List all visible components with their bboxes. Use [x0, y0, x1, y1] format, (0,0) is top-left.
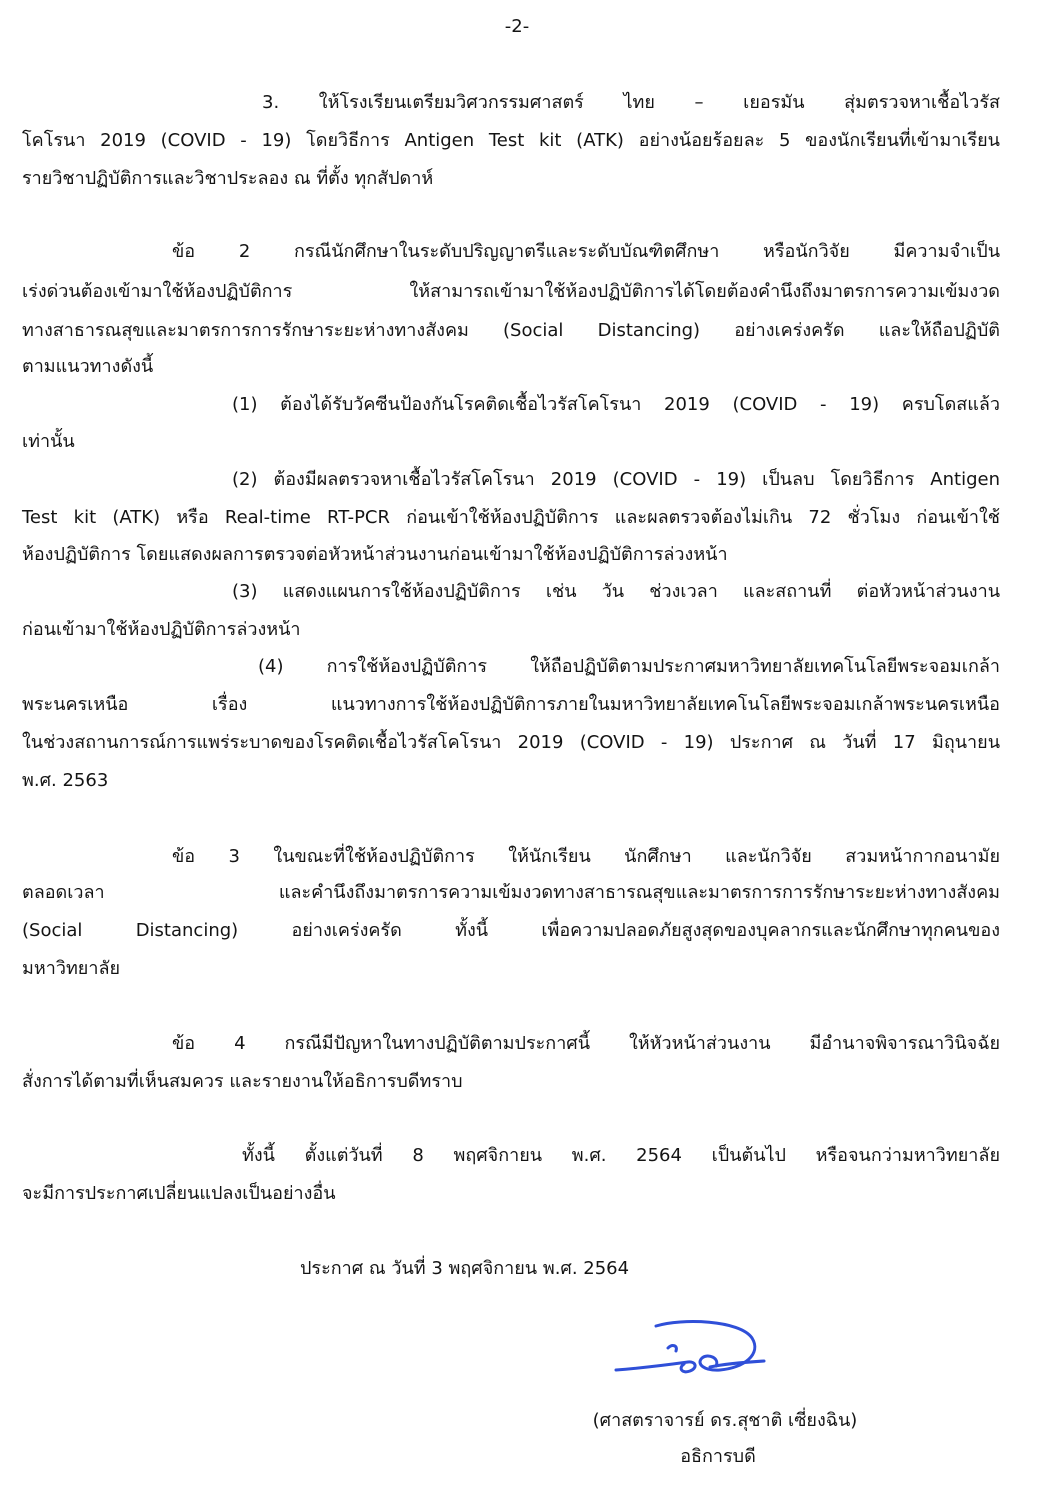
- text-line: Test kit (ATK) หรือ Real-time RT-PCR ก่อนเข้าใช้ห้องปฏิบัติการ และผลตรวจต้องไม่เกิน 72 ชั่วโมง ก่อนเข้าใช้: [22, 507, 1000, 528]
- signatory-position: อธิการบดี: [680, 1446, 756, 1467]
- text-line: (2) ต้องมีผลตรวจหาเชื้อไวรัสโคโรนา 2019 (COVID - 19) เป็นลบ โดยวิธีการ Antigen: [232, 469, 1000, 490]
- text-line: สั่งการได้ตามที่เห็นสมควร และรายงานให้อธิการบดีทราบ: [22, 1071, 463, 1092]
- text-line: (1) ต้องได้รับวัคซีนป้องกันโรคติดเชื้อไวรัสโคโรนา 2019 (COVID - 19) ครบโดสแล้ว: [232, 394, 1000, 415]
- text-line: ข้อ 3 ในขณะที่ใช้ห้องปฏิบัติการ ให้นักเรียน นักศึกษา และนักวิจัย สวมหน้ากากอนามัย: [172, 846, 1000, 867]
- text-line: ในช่วงสถานการณ์การแพร่ระบาดของโรคติดเชื้อไวรัสโคโรนา 2019 (COVID - 19) ประกาศ ณ วันที่ 17 มิถุนายน: [22, 732, 1000, 753]
- text-line: โคโรนา 2019 (COVID - 19) โดยวิธีการ Antigen Test kit (ATK) อย่างน้อยร้อยละ 5 ของนักเรียนที่เข้ามาเรียน: [22, 130, 1000, 151]
- text-line: มหาวิทยาลัย: [22, 958, 121, 979]
- text-line: (4) การใช้ห้องปฏิบัติการ ให้ถือปฏิบัติตามประกาศมหาวิทยาลัยเทคโนโลยีพระจอมเกล้า: [258, 656, 1000, 677]
- text-line: พระนครเหนือ เรื่อง แนวทางการใช้ห้องปฏิบัติการภายในมหาวิทยาลัยเทคโนโลยีพระจอมเกล้าพระนครเหนือ: [22, 694, 1000, 715]
- text-line: (3) แสดงแผนการใช้ห้องปฏิบัติการ เช่น วัน ช่วงเวลา และสถานที่ ต่อหัวหน้าส่วนงาน: [232, 581, 1000, 602]
- announcement-date: ประกาศ ณ วันที่ 3 พฤศจิกายน พ.ศ. 2564: [300, 1258, 630, 1279]
- signatory-name: (ศาสตราจารย์ ดร.สุชาติ เซี่ยงฉิน): [592, 1410, 858, 1431]
- text-line: (Social Distancing) อย่างเคร่งครัด ทั้งนี้ เพื่อความปลอดภัยสูงสุดของบุคลากรและนักศึกษาทุกคนของ: [22, 920, 1000, 941]
- text-line: ก่อนเข้ามาใช้ห้องปฏิบัติการล่วงหน้า: [22, 619, 301, 640]
- text-line: พ.ศ. 2563: [22, 770, 109, 791]
- text-line: ตลอดเวลา และคำนึงถึงมาตรการความเข้มงวดทางสาธารณสุขและมาตรการการรักษาระยะห่างทางสังคม: [22, 882, 1000, 903]
- text-line: เท่านั้น: [22, 431, 75, 452]
- text-line: เร่งด่วนต้องเข้ามาใช้ห้องปฏิบัติการ ให้สามารถเข้ามาใช้ห้องปฏิบัติการได้โดยต้องคำนึงถึงมาตรการความเข้มงวด: [22, 281, 1000, 302]
- text-line: ตามแนวทางดังนี้: [22, 356, 154, 377]
- text-line: ข้อ 4 กรณีมีปัญหาในทางปฏิบัติตามประกาศนี้ ให้หัวหน้าส่วนงาน มีอำนาจพิจารณาวินิจฉัย: [172, 1033, 1000, 1054]
- text-line: รายวิชาปฏิบัติการและวิชาประลอง ณ ที่ตั้ง ทุกสัปดาห์: [22, 168, 434, 189]
- text-line: ทั้งนี้ ตั้งแต่วันที่ 8 พฤศจิกายน พ.ศ. 2564 เป็นต้นไป หรือจนกว่ามหาวิทยาลัย: [242, 1145, 1000, 1166]
- text-line: ทางสาธารณสุขและมาตรการการรักษาระยะห่างทางสังคม (Social Distancing) อย่างเคร่งครัด และให้ถือปฏิบัติ: [22, 320, 1000, 341]
- page-number: -2-: [504, 16, 530, 37]
- text-line: ห้องปฏิบัติการ โดยแสดงผลการตรวจต่อหัวหน้าส่วนงานก่อนเข้ามาใช้ห้องปฏิบัติการล่วงหน้า: [22, 544, 728, 565]
- text-line: ข้อ 2 กรณีนักศึกษาในระดับปริญญาตรีและระดับบัณฑิตศึกษา หรือนักวิจัย มีความจำเป็น: [172, 241, 1000, 262]
- signature-image: [612, 1318, 772, 1384]
- text-line: 3. ให้โรงเรียนเตรียมวิศวกรรมศาสตร์ ไทย – เยอรมัน สุ่มตรวจหาเชื้อไวรัส: [262, 92, 1000, 113]
- text-line: จะมีการประกาศเปลี่ยนแปลงเป็นอย่างอื่น: [22, 1183, 336, 1204]
